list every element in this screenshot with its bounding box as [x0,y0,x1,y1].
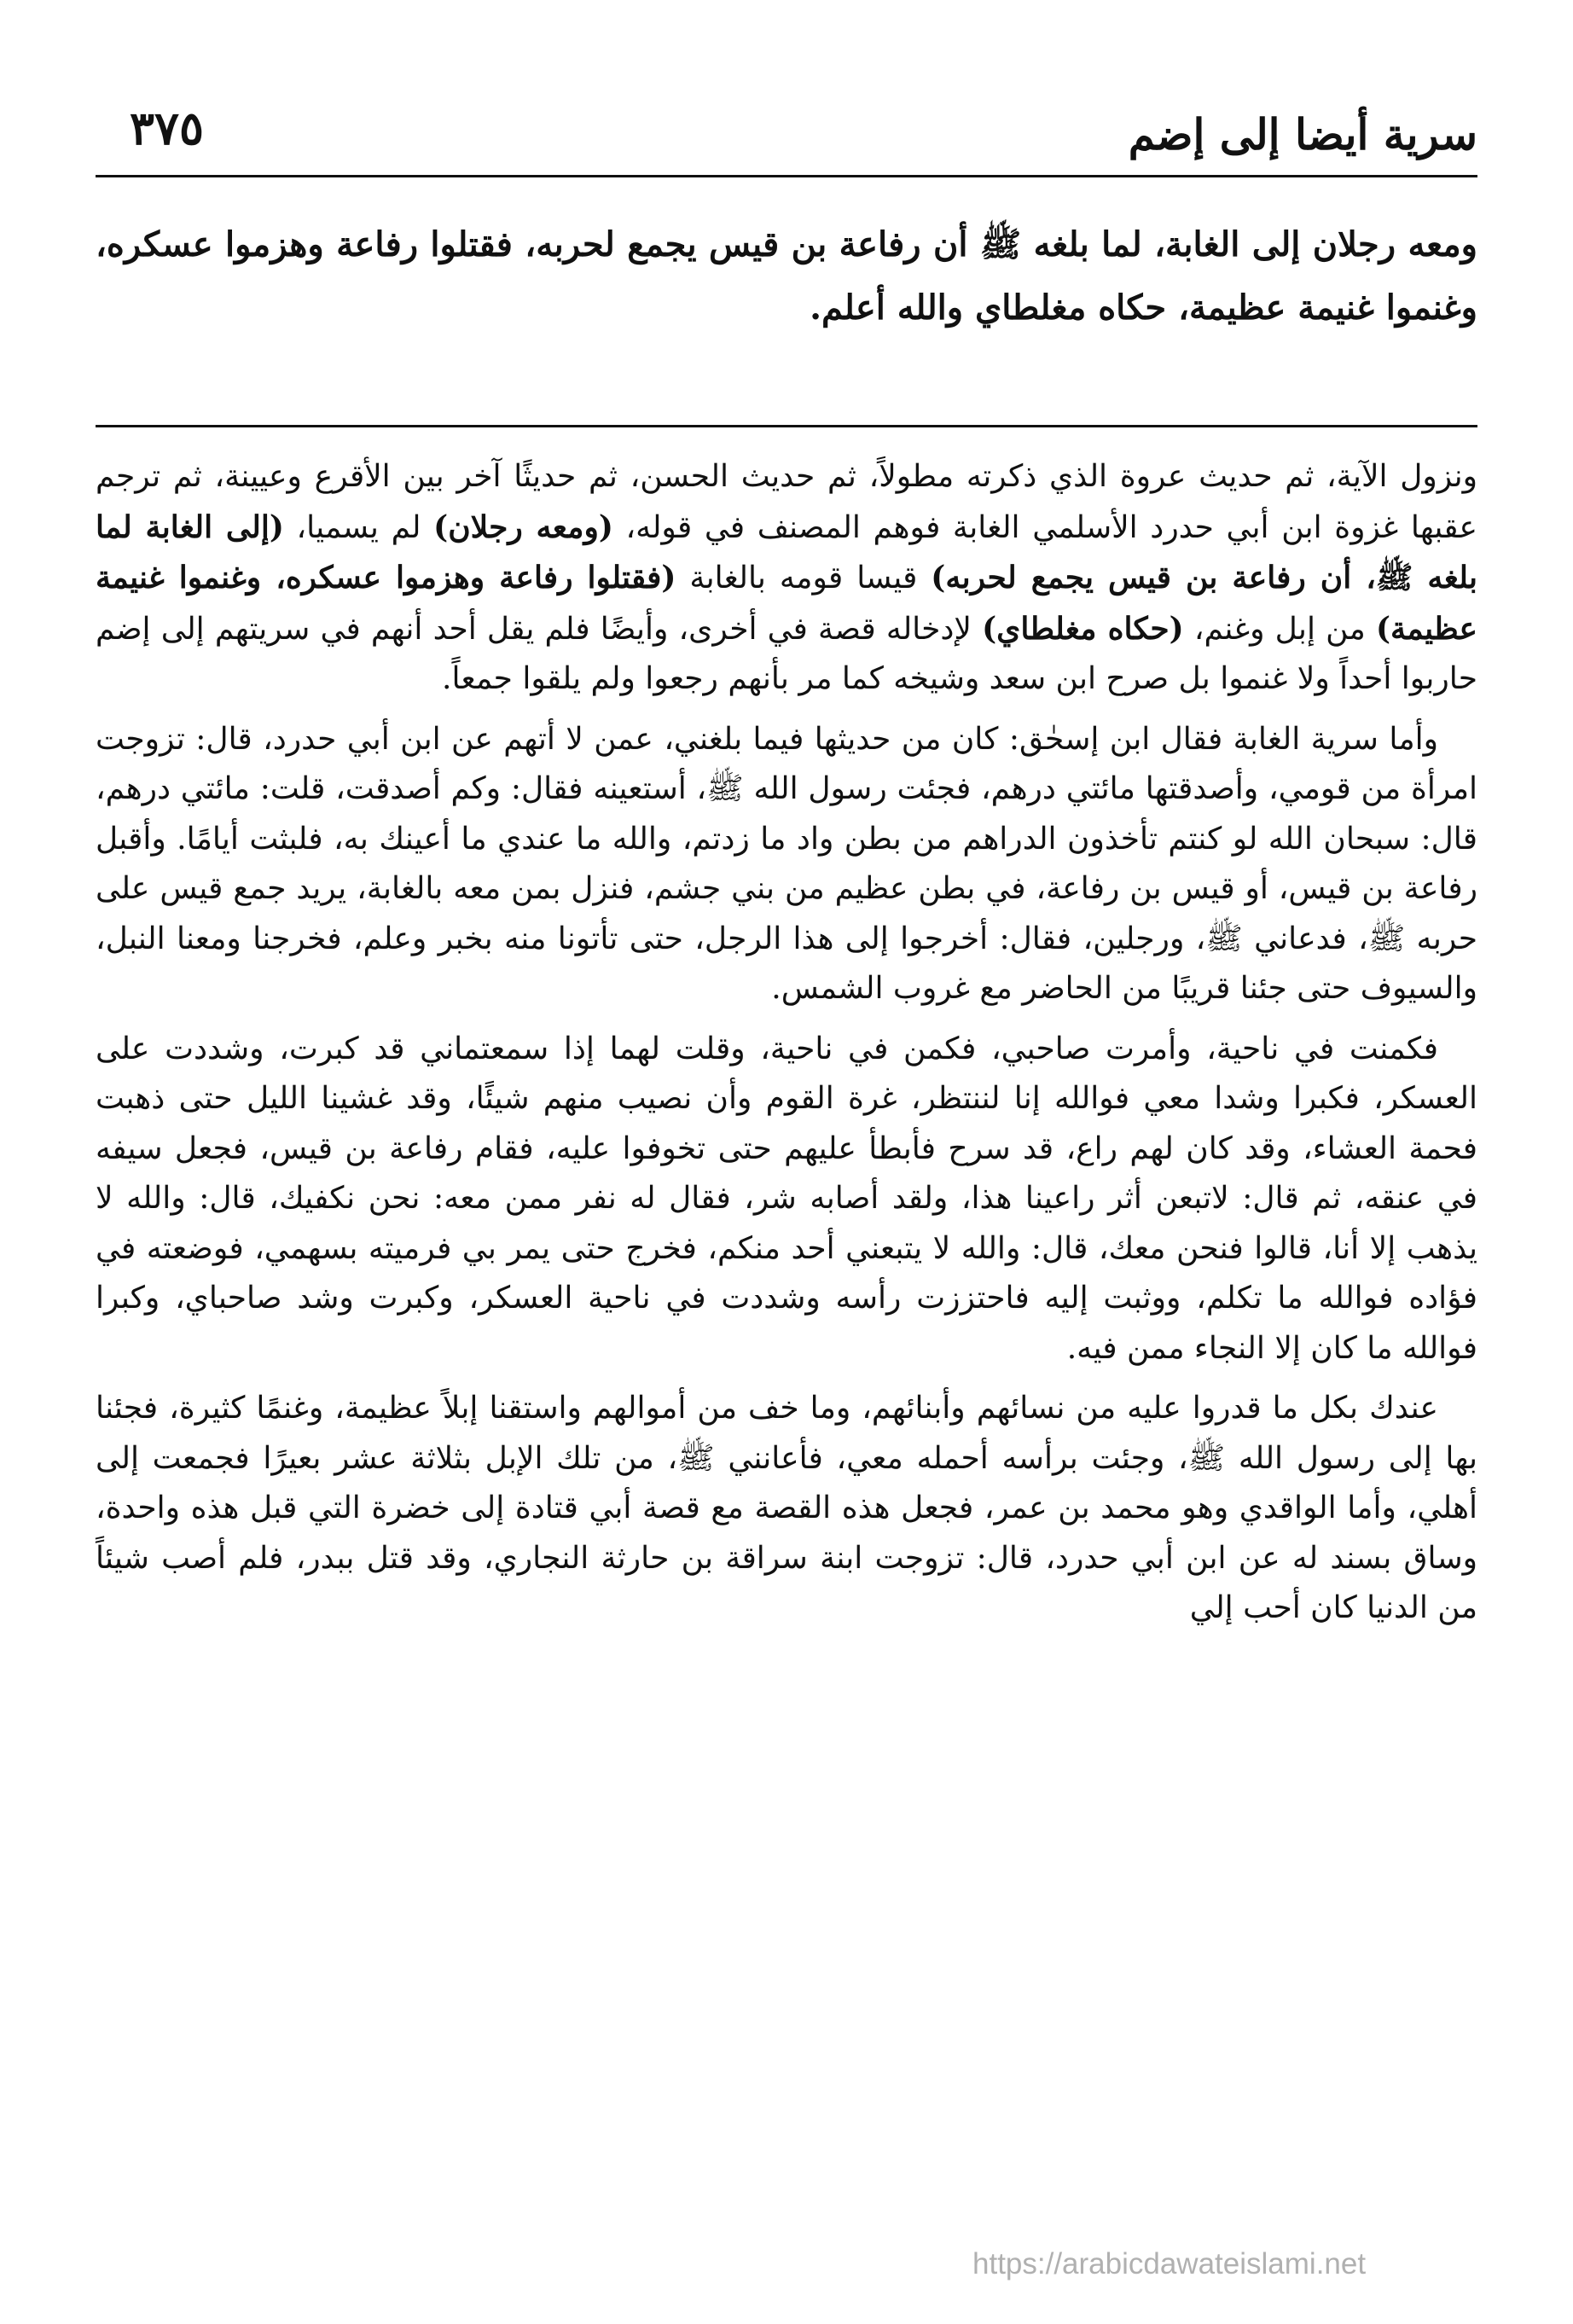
commentary-text: لم يسميا، [296,509,421,545]
main-text [96,213,1477,340]
watermark-url: https://arabicdawateislami.net [972,2247,1367,2280]
running-title: سرية أيضا إلى إضم [1128,109,1477,160]
page-number: ٣٧٥ [130,101,205,155]
quoted-phrase: (فقتلوا رفاعة وهزموا عسكره، وغنموا غنيمة عظيمة) [96,560,1477,647]
commentary [96,452,1477,1644]
commentary-paragraph-3: فكمنت في ناحية، وأمرت صاحبي، فكمن في ناحية، وقلت لهما إذا سمعتماني قد كبرت، وشددت على العسكر، فكبرا وشدا معي فوالله إنا لننتظر، غرة القوم وأن نصيب منهم شيئًا، وقد غشينا الليل حتى ذهبت فحمة العشاء، وقد كان لهم راع، قد سرح فأبطأ عليهم حتى تخوفوا عليه، فقام رفاعة بن قيس، فجعل سيفه في عنقه، ثم قال: لاتبعن أثر راعينا هذا، ولقد أصابه شر، فقال له نفر ممن معه: نحن نكفيك، قال: والله لا يذهب إلا أنا، قالوا فنحن معك، قال: والله لا يتبعني أحد منكم، فخرج حتى يمر بي فرميته بسهمي، فوضعته في فؤاده فوالله ما تكلم، ووثبت إليه فاحتززت رأسه وشددت في ناحية العسكر، وكبرت وشد صاحباي، وكبرا فوالله ما كان إلا النجاء ممن فيه. [96,1031,1477,1366]
quoted-phrase: (إلى الغابة لما بلغه ﷺ، أن رفاعة بن قيس يجمع لحربه) [96,508,1477,596]
section-divider [96,425,1477,427]
commentary-text: لإدخاله قصة في أخرى، وأيضًا فلم يقل أحد أنهم في سريتهم إلى إضم حاربوا أحداً ولا غنموا بل صرح ابن سعد وشيخه كما مر بأنهم رجعوا ولم يلقوا جمعاً. [96,611,1477,696]
commentary-paragraph-1 [96,452,1477,705]
commentary-paragraph-4: عندك بكل ما قدروا عليه من نسائهم وأبنائهم، وما خف من أموالهم واستقنا إبلاً عظيمة، وغنمًا كثيرة، فجئنا بها إلى رسول الله ﷺ، وجئت برأسه أحمله معي، فأعانني ﷺ، من تلك الإبل بثلاثة عشر بعيرًا فجمعت إلى أهلي، وأما الواقدي وهو محمد بن عمر، فجعل هذه القصة مع قصة أبي قتادة إلى خضرة التي قبل هذه واحدة، وساق بسند له عن ابن أبي حدرد، قال: تزوجت ابنة سراقة بن حارثة النجاري، وقد قتل ببدر، فلم أصب شيئاً من الدنيا كان أحب إلي [96,1391,1477,1625]
main-text-paragraph: ومعه رجلان إلى الغابة، لما بلغه ﷺ أن رفاعة بن قيس يجمع لحربه، فقتلوا رفاعة وهزموا عسكره، وغنموا غنيمة عظيمة، حكاه مغلطاي والله أعلم. [96,224,1477,328]
commentary-paragraph-2: وأما سرية الغابة فقال ابن إسحٰق: كان من حديثها فيما بلغني، عمن لا أتهم عن ابن أبي حدرد، قال: تزوجت امرأة من قومي، وأصدقتها مائتي درهم، فجئت رسول الله ﷺ، أستعينه فقال: وكم أصدقت، قلت: مائتي درهم، قال: سبحان الله لو كنتم تأخذون الدراهم من بطن واد ما زدتم، والله ما عندي ما أعينك به، فلبثت أيامًا. وأقبل رفاعة بن قيس، أو قيس بن رفاعة، في بطن عظيم من بني جشم، فنزل بمن معه بالغابة، يريد جمع قيس على حربه ﷺ، فدعاني ﷺ، ورجلين، فقال: أخرجوا إلى هذا الرجل، حتى تأتونا منه بخبر وعلم، فخرجنا ومعنا النبل، والسيوف حتى جئنا قريبًا من الحاضر مع غروب الشمس. [96,721,1477,1006]
commentary-text: ونزول الآية، ثم حديث عروة الذي ذكرته مطولاً، ثم حديث الحسن، ثم حديثًا آخر بين الأقرع وعيينة، ثم ترجم عقبها غزوة ابن أبي حدرد الأسلمي الغابة فوهم المصنف في قوله، [96,459,1477,545]
commentary-text: من إبل وغنم، [1193,611,1366,647]
quoted-phrase: (ومعه رجلان) [433,508,613,545]
header-rule [96,175,1477,177]
quoted-phrase: (حكاه مغلطاي) [982,610,1184,647]
page-header [96,94,1477,171]
commentary-text: قيسا قومه بالغابة [689,561,918,596]
